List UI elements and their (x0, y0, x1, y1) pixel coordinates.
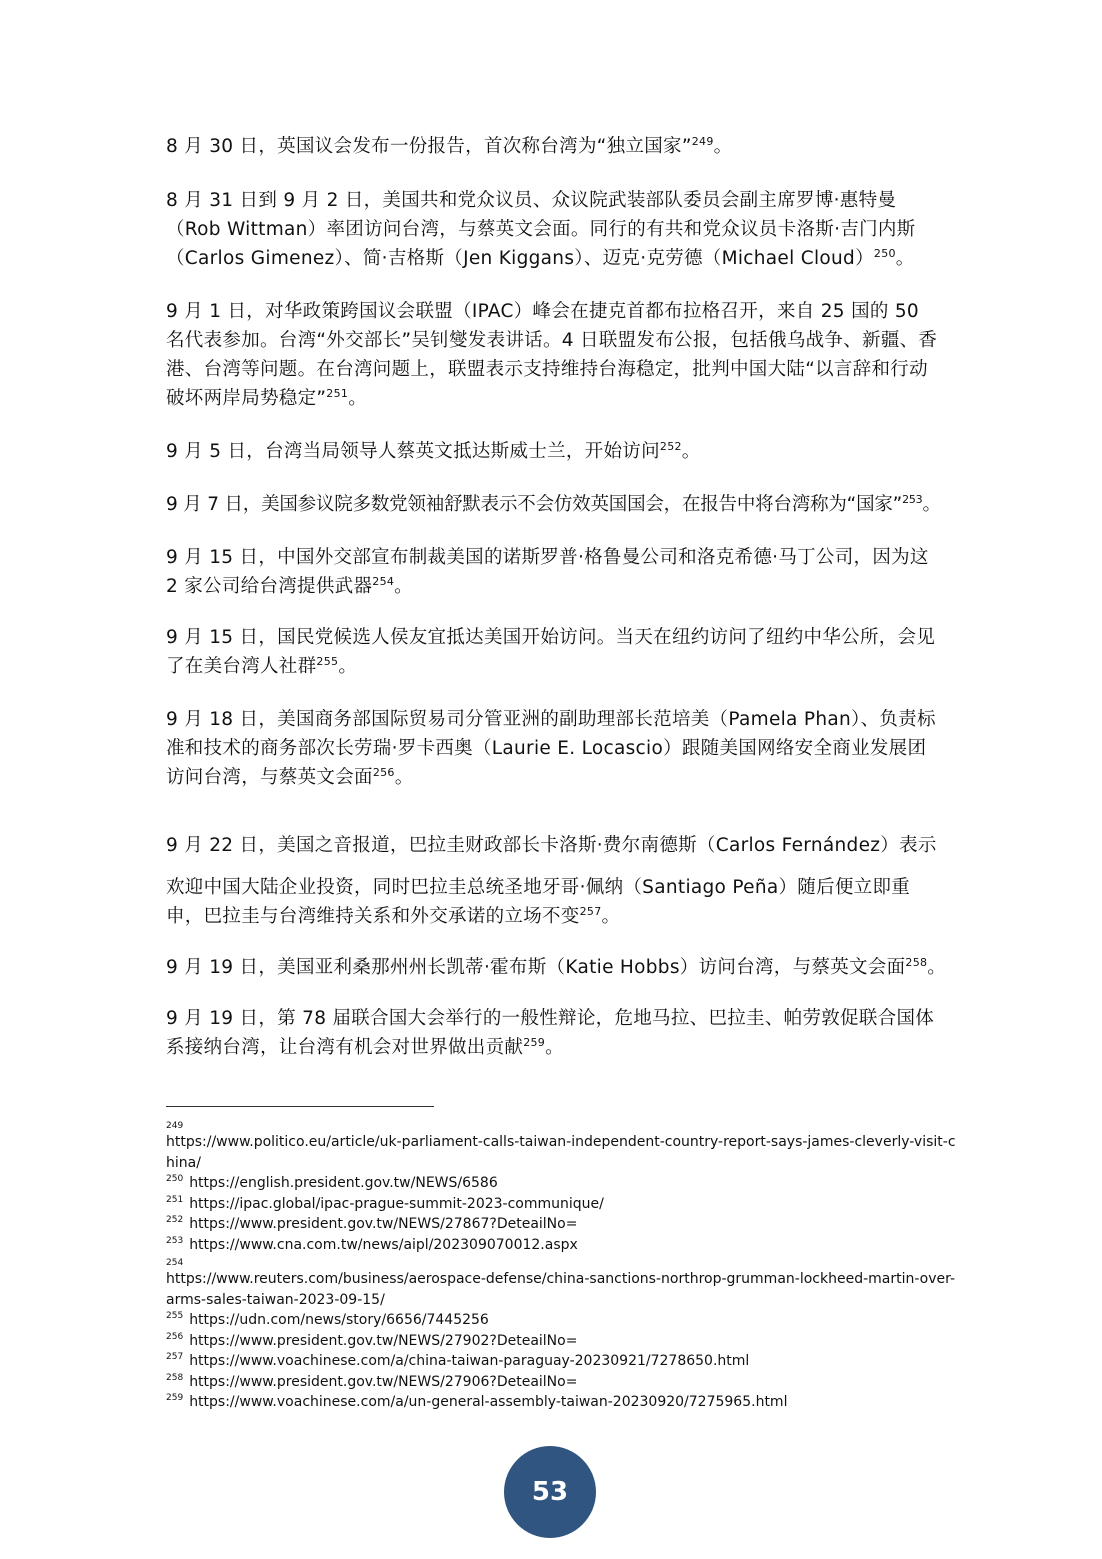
footnote-ref[interactable]: 252 (659, 439, 682, 453)
footnote-ref[interactable]: 256 (372, 765, 395, 779)
paragraph-sep-7: 9 月 7 日，美国参议院多数党领袖舒默表示不会仿效英国国会，在报告中将台湾称为“国家”$^{253}$。 (166, 492, 941, 515)
page-number: 53 (531, 1477, 569, 1507)
paragraph-aug-31: 8 月 31 日到 9 月 2 日，美国共和党众议员、众议院武装部队委员会副主席罗博·惠特曼（Rob Wittman）率团访问台湾，与蔡英文会面。同行的有共和党众议员卡洛斯·吉门内斯（Carlos Gimenez）、简·吉格斯（Jen Kiggans）、迈克·克劳德（Michael Cloud）$^{250}$。 (166, 190, 916, 269)
footnote-link[interactable]: https://www.reuters.com/business/aerospace-defense/china-sanctions-northrop-grumman-lockheed-martin-over-arms-sales-taiwan-2023-09-15/ (166, 1271, 956, 1308)
footnote-ref[interactable]: 259 (523, 1035, 546, 1049)
footnote-link[interactable]: https://www.cna.com.tw/news/aipl/202309070012.aspx (189, 1236, 578, 1253)
paragraph-sep-19-un: 9 月 19 日，第 78 届联合国大会举行的一般性辩论，危地马拉、巴拉圭、帕劳敦促联合国体系接纳台湾，让台湾有机会对世界做出贡献$^{259}$。 (166, 1008, 935, 1058)
footnotes (166, 1118, 956, 1413)
footnote-252: $^{252}$ https://www.president.gov.tw/NEWS/27867?DeteailNo= (166, 1215, 578, 1232)
footnote-258: $^{258}$ https://www.president.gov.tw/NEWS/27906?DeteailNo= (166, 1372, 578, 1390)
page-number-badge (504, 1446, 596, 1538)
footnote-253: $^{253}$ https://www.cna.com.tw/news/aipl/202309070012.aspx (166, 1235, 578, 1253)
footnote-250: $^{250}$ https://english.president.gov.tw/NEWS/6586 (166, 1174, 498, 1191)
footnote-254: 254 https://www.reuters.com/business/aerospace-defense/china-sanctions-northrop-grumman-lockheed-martin-over-arms-sales-taiwan-2023-09-15/ (166, 1258, 956, 1308)
footnote-link[interactable]: https://english.president.gov.tw/NEWS/6586 (189, 1175, 498, 1191)
paragraph-sep-22-line2: 欢迎中国大陆企业投资，同时巴拉圭总统圣地牙哥·佩纳（Santiago Peña）随后便立即重申，巴拉圭与台湾维持关系和外交承诺的立场不变$^{257}$。 (166, 877, 911, 927)
paragraph-sep-22-line1: 9 月 22 日，美国之音报道，巴拉圭财政部长卡洛斯·费尔南德斯（Carlos Fernández）表示 (166, 835, 937, 856)
footnote-251: $^{251}$ https://ipac.global/ipac-prague-summit-2023-communique/ (166, 1194, 604, 1212)
footnote-ref[interactable]: 254 (372, 574, 395, 588)
footnote-ref[interactable]: 249 (691, 134, 714, 148)
paragraph-sep-18: 9 月 18 日，美国商务部国际贸易司分管亚洲的副助理部长范培美（Pamela Phan）、负责标准和技术的商务部次长劳瑞·罗卡西奥（Laurie E. Locascio）跟随美国网络安全商业发展团访问台湾，与蔡英文会面$^{256}$。 (166, 709, 936, 788)
paragraph-sep-15-sanctions: 9 月 15 日，中国外交部宣布制裁美国的诺斯罗普·格鲁曼公司和洛克希德·马丁公司，因为这 2 家公司给台湾提供武器$^{254}$。 (166, 547, 929, 597)
paragraph-sep-15-kmt: 9 月 15 日，国民党候选人侯友宜抵达美国开始访问。当天在纽约访问了纽约中华公所，会见了在美台湾人社群$^{255}$。 (166, 627, 936, 677)
footnote-link[interactable]: https://www.voachinese.com/a/un-general-assembly-taiwan-20230920/7275965.html (189, 1394, 788, 1410)
footnote-divider (166, 1106, 434, 1107)
footnote-link[interactable]: https://www.president.gov.tw/NEWS/27906?DeteailNo= (189, 1373, 578, 1390)
footnote-link[interactable]: https://ipac.global/ipac-prague-summit-2023-communique/ (189, 1195, 604, 1212)
footnote-257: $^{257}$ https://www.voachinese.com/a/china-taiwan-paraguay-20230921/7278650.html (166, 1352, 750, 1369)
footnote-259: $^{259}$ https://www.voachinese.com/a/un-general-assembly-taiwan-20230920/7275965.html (166, 1393, 788, 1410)
paragraph-sep-5: 9 月 5 日，台湾当局领导人蔡英文抵达斯威士兰，开始访问$^{252}$。 (166, 439, 701, 462)
footnote-link[interactable]: https://www.president.gov.tw/NEWS/27867?DeteailNo= (189, 1216, 578, 1232)
footnote-ref[interactable]: 251 (326, 386, 349, 400)
paragraph-sep-1: 9 月 1 日，对华政策跨国议会联盟（IPAC）峰会在捷克首都布拉格召开，来自 25 国的 50 名代表参加。台湾“外交部长”吴钊燮发表讲话。4 日联盟发布公报，包括俄乌战争、新疆、香港、台湾等问题。在台湾问题上，联盟表示支持维持台海稳定，批判中国大陆“以言辞和行动破坏两岸局势稳定”$^{251}$。 (166, 301, 938, 409)
footnote-ref[interactable]: 250 (873, 246, 896, 260)
footnote-249: 249 https://www.politico.eu/article/uk-parliament-calls-taiwan-independent-country-report-says-james-cleverly-visit-china/ (166, 1121, 956, 1171)
footnote-ref[interactable]: 253 (902, 492, 923, 506)
footnote-link[interactable]: https://udn.com/news/story/6656/7445256 (189, 1312, 489, 1328)
footnote-ref[interactable]: 258 (905, 955, 928, 969)
paragraph-aug-30: 8 月 30 日，英国议会发布一份报告，首次称台湾为“独立国家”$^{249}$。 (166, 134, 733, 157)
footnote-link[interactable]: https://www.politico.eu/article/uk-parliament-calls-taiwan-independent-country-report-says-james-cleverly-visit-china/ (166, 1134, 956, 1171)
paragraph-sep-19-hobbs: 9 月 19 日，美国亚利桑那州州长凯蒂·霍布斯（Katie Hobbs）访问台湾，与蔡英文会面$^{258}$。 (166, 955, 947, 978)
footnote-ref[interactable]: 257 (579, 904, 602, 918)
footnote-ref[interactable]: 255 (316, 654, 339, 668)
footnote-256: $^{256}$ https://www.president.gov.tw/NEWS/27902?DeteailNo= (166, 1331, 578, 1349)
footnote-link[interactable]: https://www.president.gov.tw/NEWS/27902?DeteailNo= (189, 1332, 578, 1349)
footnote-link[interactable]: https://www.voachinese.com/a/china-taiwan-paraguay-20230921/7278650.html (189, 1353, 750, 1369)
footnote-255: $^{255}$ https://udn.com/news/story/6656/7445256 (166, 1311, 489, 1328)
